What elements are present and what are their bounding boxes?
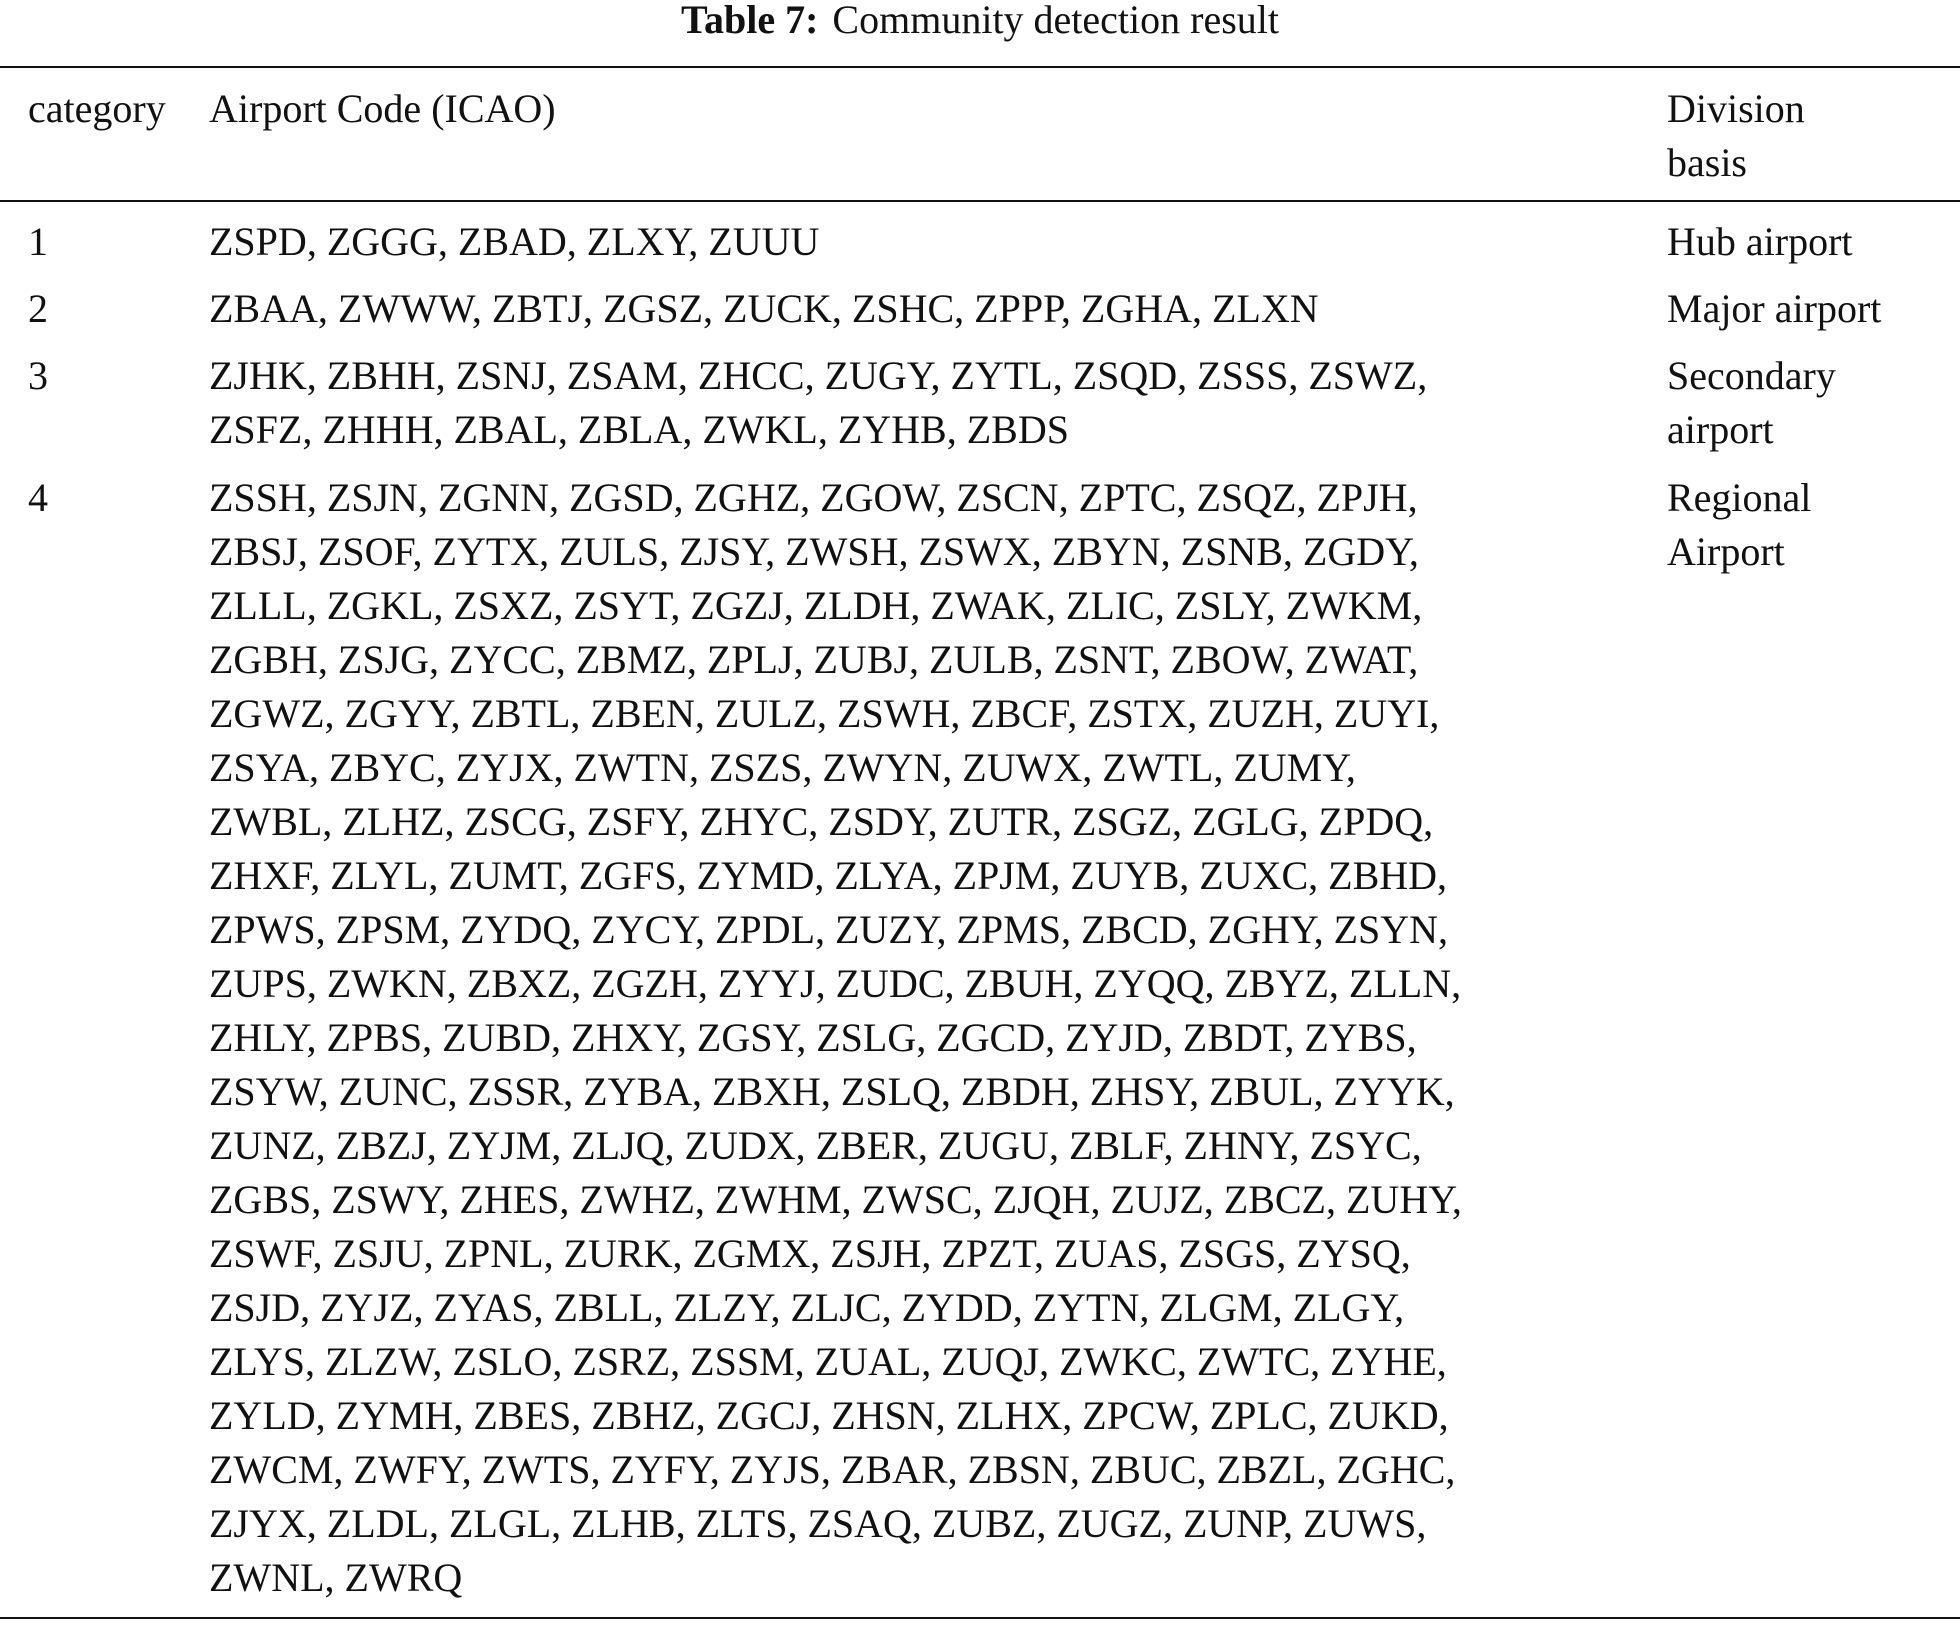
codes-line: ZSSH, ZSJN, ZGNN, ZGSD, ZGHZ, ZGOW, ZSCN, ZPTC, ZSQZ, ZPJH, bbox=[209, 475, 1418, 520]
basis-line: Hub airport bbox=[1667, 219, 1853, 264]
codes-line: ZSYA, ZBYC, ZYJX, ZWTN, ZSZS, ZWYN, ZUWX, ZWTL, ZUMY, bbox=[209, 745, 1356, 790]
codes-line: ZPWS, ZPSM, ZYDQ, ZYCY, ZPDL, ZUZY, ZPMS, ZBCD, ZGHY, ZSYN, bbox=[209, 907, 1449, 952]
codes-line: ZYLD, ZYMH, ZBES, ZBHZ, ZGCJ, ZHSN, ZLHX, ZPCW, ZPLC, ZUKD, bbox=[209, 1393, 1449, 1438]
codes-line: ZSPD, ZGGG, ZBAD, ZLXY, ZUUU bbox=[209, 219, 820, 264]
row-4-category: 4 bbox=[28, 475, 48, 520]
row-2-basis bbox=[1667, 282, 1881, 336]
table-header-rule bbox=[0, 200, 1960, 202]
basis-line: Regional bbox=[1667, 475, 1812, 520]
table-caption bbox=[0, 0, 1960, 44]
row-1-basis bbox=[1667, 215, 1853, 269]
codes-line: ZJYX, ZLDL, ZLGL, ZLHB, ZLTS, ZSAQ, ZUBZ, ZUGZ, ZUNP, ZUWS, bbox=[209, 1501, 1427, 1546]
header-division-basis bbox=[1667, 82, 1805, 190]
row-3-basis bbox=[1667, 349, 1836, 457]
basis-line: Airport bbox=[1667, 529, 1785, 574]
codes-line: ZSFZ, ZHHH, ZBAL, ZBLA, ZWKL, ZYHB, ZBDS bbox=[209, 407, 1069, 452]
row-4-basis bbox=[1667, 471, 1811, 579]
codes-line: ZJHK, ZBHH, ZSNJ, ZSAM, ZHCC, ZUGY, ZYTL, ZSQD, ZSSS, ZSWZ, bbox=[209, 353, 1428, 398]
codes-line: ZSYW, ZUNC, ZSSR, ZYBA, ZBXH, ZSLQ, ZBDH, ZHSY, ZBUL, ZYYK, bbox=[209, 1069, 1455, 1114]
table-top-rule bbox=[0, 66, 1960, 68]
codes-line: ZHXF, ZLYL, ZUMT, ZGFS, ZYMD, ZLYA, ZPJM, ZUYB, ZUXC, ZBHD, bbox=[209, 853, 1448, 898]
codes-line: ZSJD, ZYJZ, ZYAS, ZBLL, ZLZY, ZLJC, ZYDD, ZYTN, ZLGM, ZLGY, bbox=[209, 1285, 1405, 1330]
codes-line: ZHLY, ZPBS, ZUBD, ZHXY, ZGSY, ZSLG, ZGCD, ZYJD, ZBDT, ZYBS, bbox=[209, 1015, 1417, 1060]
row-3-codes bbox=[209, 349, 1649, 457]
row-3-category: 3 bbox=[28, 353, 48, 398]
row-2-codes bbox=[209, 282, 1649, 336]
codes-line: ZWBL, ZLHZ, ZSCG, ZSFY, ZHYC, ZSDY, ZUTR, ZSGZ, ZGLG, ZPDQ, bbox=[209, 799, 1434, 844]
row-1-codes bbox=[209, 215, 1649, 269]
basis-line: Secondary bbox=[1667, 353, 1836, 398]
codes-line: ZLLL, ZGKL, ZSXZ, ZSYT, ZGZJ, ZLDH, ZWAK, ZLIC, ZSLY, ZWKM, bbox=[209, 583, 1423, 628]
basis-line: Major airport bbox=[1667, 286, 1882, 331]
table-caption-label: Table 7: bbox=[680, 0, 819, 42]
codes-line: ZGWZ, ZGYY, ZBTL, ZBEN, ZULZ, ZSWH, ZBCF, ZSTX, ZUZH, ZUYI, bbox=[209, 691, 1440, 736]
basis-line: airport bbox=[1667, 407, 1774, 452]
table-caption-text: Community detection result bbox=[832, 0, 1280, 42]
codes-line: ZWCM, ZWFY, ZWTS, ZYFY, ZYJS, ZBAR, ZBSN, ZBUC, ZBZL, ZGHC, bbox=[209, 1447, 1456, 1492]
row-4-codes bbox=[209, 471, 1649, 1605]
row-2-category: 2 bbox=[28, 286, 48, 331]
table-bottom-rule bbox=[0, 1617, 1960, 1619]
codes-line: ZBAA, ZWWW, ZBTJ, ZGSZ, ZUCK, ZSHC, ZPPP, ZGHA, ZLXN bbox=[209, 286, 1319, 331]
header-category: category bbox=[28, 86, 166, 131]
codes-line: ZWNL, ZWRQ bbox=[209, 1555, 463, 1600]
codes-line: ZUPS, ZWKN, ZBXZ, ZGZH, ZYYJ, ZUDC, ZBUH, ZYQQ, ZBYZ, ZLLN, bbox=[209, 961, 1462, 1006]
header-division-basis-line: Division bbox=[1667, 86, 1805, 131]
codes-line: ZBSJ, ZSOF, ZYTX, ZULS, ZJSY, ZWSH, ZSWX, ZBYN, ZSNB, ZGDY, bbox=[209, 529, 1419, 574]
codes-line: ZLYS, ZLZW, ZSLO, ZSRZ, ZSSM, ZUAL, ZUQJ, ZWKC, ZWTC, ZYHE, bbox=[209, 1339, 1447, 1384]
codes-line: ZSWF, ZSJU, ZPNL, ZURK, ZGMX, ZSJH, ZPZT, ZUAS, ZSGS, ZYSQ, bbox=[209, 1231, 1411, 1276]
header-airport-code: Airport Code (ICAO) bbox=[209, 86, 556, 131]
codes-line: ZUNZ, ZBZJ, ZYJM, ZLJQ, ZUDX, ZBER, ZUGU, ZBLF, ZHNY, ZSYC, bbox=[209, 1123, 1422, 1168]
codes-line: ZGBS, ZSWY, ZHES, ZWHZ, ZWHM, ZWSC, ZJQH, ZUJZ, ZBCZ, ZUHY, bbox=[209, 1177, 1462, 1222]
codes-line: ZGBH, ZSJG, ZYCC, ZBMZ, ZPLJ, ZUBJ, ZULB, ZSNT, ZBOW, ZWAT, bbox=[209, 637, 1419, 682]
header-division-basis-line: basis bbox=[1667, 140, 1747, 185]
row-1-category: 1 bbox=[28, 219, 48, 264]
